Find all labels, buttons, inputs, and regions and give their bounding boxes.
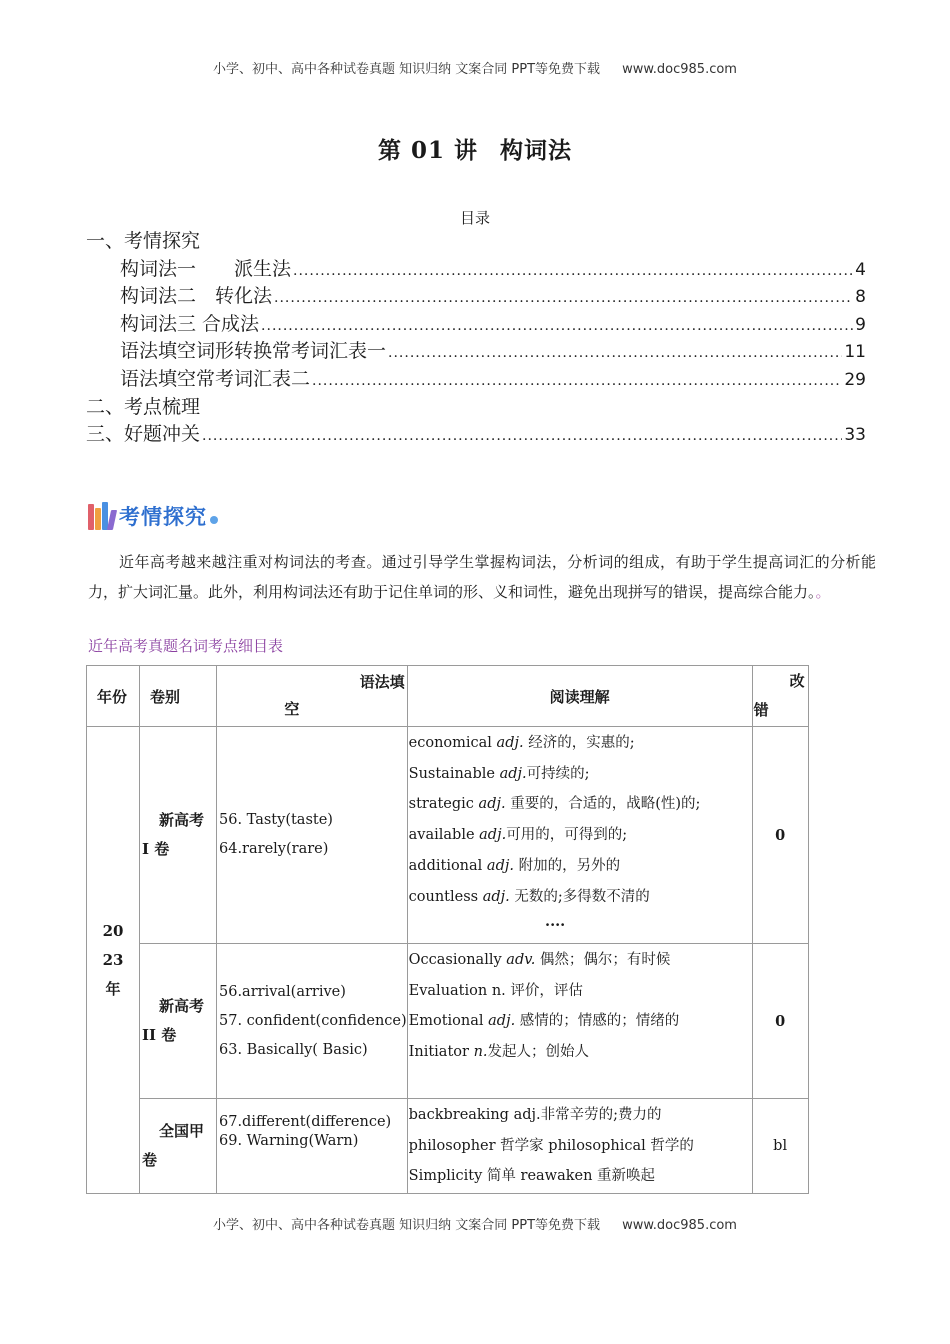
grammar-item: 56.arrival(arrive) [219,983,346,1000]
grammar-item: 63. Basically( Basic) [219,1041,368,1058]
dot-icon [210,516,218,524]
grammar-item: 64.rarely(rare) [219,841,329,857]
col-header-reading: 阅读理解 [407,666,752,727]
reading-item: additional adj. 附加的，另外的 [408,857,621,874]
toc-item[interactable] [86,419,866,447]
toc-item[interactable] [86,309,866,337]
grammar-item: 57. confident(confidence) [219,1012,407,1029]
correction-cell: bl [752,1099,808,1194]
header-url[interactable]: www.doc985.com [622,62,737,77]
intro-text: 近年高考越来越注重对构词法的考查。通过引导学生掌握构词法，分析词的组成，有助于学生提高词汇的分析能力，扩大词汇量。此外，利用构词法还有助于记住单词的形、义和词性，避免出现拼写的错误，提高综合能力。 [88,553,876,601]
footer-text: 小学、初中、高中各种试卷真题 知识归纳 文案合同 PPT等免费下载 [213,1218,601,1233]
toc-leader-dots [293,263,853,279]
footer-url[interactable]: www.doc985.com [622,1218,737,1233]
toc-item-page: 11 [844,342,866,363]
toc-item[interactable] [86,254,866,282]
toc-label: 目录 [459,209,490,227]
reading-item: countless adj. 无数的;多得数不清的 [408,888,650,905]
toc-item-page: 8 [855,287,866,308]
juan-line1: 新高考 [159,997,205,1015]
toc-item[interactable] [86,281,866,309]
table-row [87,944,809,1099]
books-icon [88,502,116,530]
reading-item: strategic adj. 重要的，合适的，战略(性)的; [408,796,701,813]
page-header [0,58,950,77]
reading-item: Simplicity 简单 reawaken 重新唤起 [408,1168,656,1185]
intro-tail: 。 [815,582,831,601]
intro-paragraph [88,548,876,607]
toc-item[interactable] [86,226,866,254]
correction-cell: 0 [752,727,808,944]
toc-item-text: 三、好题冲关 [86,423,201,446]
reading-item: Initiator n.发起人；创始人 [408,1044,590,1061]
toc-item-page: 4 [855,259,866,280]
reading-cell [407,727,752,944]
reading-more: .... [545,913,566,931]
toc-leader-dots [312,373,842,389]
title-topic: 构词法 [500,137,573,164]
toc-item-text: 构词法二 转化法 [120,285,273,308]
reading-item: available adj.可用的，可得到的; [408,827,628,844]
toc-item-text: 二、考点梳理 [86,395,201,418]
toc-item[interactable] [86,392,866,420]
toc-leader-dots [261,318,853,334]
toc-item-page: 9 [855,314,866,335]
year-cell [87,727,140,1194]
page-title [0,132,950,165]
toc-leader-dots [202,428,842,444]
juan-line2: II 卷 [142,1026,177,1044]
table-row [87,1099,809,1194]
page-footer [0,1214,950,1233]
reading-item: philosopher 哲学家 philosophical 哲学的 [408,1137,694,1154]
grammar-item: 69. Warning(Warn) [219,1133,359,1149]
reading-item: Evaluation n. 评价，评估 [408,982,583,999]
toc-leader-dots [388,345,842,361]
toc-item-text: 构词法一 派生法 [120,257,292,280]
reading-cell [407,944,752,1099]
section-banner-title: 考情探究 [119,505,207,529]
juan-line2: I 卷 [142,840,170,858]
exam-points-table [86,665,809,1194]
col-header-grammar: 语法填 空 [217,666,408,727]
reading-item: Sustainable adj.可持续的; [408,765,590,782]
toc-item-text: 一、考情探究 [86,230,201,252]
grammar-cell [217,1099,408,1194]
grammar-cell [217,944,408,1099]
grammar-item: 56. Tasty(taste) [219,812,333,828]
toc-item-text: 语法填空词形转换常考词汇表一 [120,340,387,363]
toc-item-text: 构词法三 合成法 [120,312,260,335]
grammar-item: 67.different(difference) [219,1114,392,1130]
toc-item-page: 29 [844,369,866,390]
correction-cell: 0 [752,944,808,1099]
juan-line1: 全国甲 [159,1122,205,1140]
reading-item: Emotional adj. 感情的；情感的；情绪的 [408,1013,680,1030]
toc-item-text: 语法填空常考词汇表二 [120,367,311,390]
grammar-cell [217,727,408,944]
table-of-contents [86,226,866,447]
toc-leader-dots [274,290,853,306]
reading-item: economical adj. 经济的，实惠的; [408,735,635,751]
juan-line1: 新高考 [159,811,205,829]
col-header-correction: 改 错 [752,666,808,727]
col-header-juan: 卷别 [140,666,217,727]
col-header-year: 年份 [87,666,140,727]
table-row [87,727,809,944]
table-header-row [87,666,809,727]
reading-item: Occasionally adv. 偶然；偶尔；有时候 [408,952,671,968]
toc-item-page: 33 [844,425,866,446]
reading-cell [407,1099,752,1194]
header-text: 小学、初中、高中各种试卷真题 知识归纳 文案合同 PPT等免费下载 [213,62,601,77]
toc-item[interactable] [86,364,866,392]
juan-cell [140,727,217,944]
toc-item[interactable] [86,336,866,364]
section-banner [88,498,218,534]
table-caption: 近年高考真题名词考点细目表 [88,637,284,655]
juan-line2: 卷 [142,1151,158,1169]
reading-item: backbreaking adj.非常辛劳的;费力的 [408,1107,662,1123]
juan-cell [140,1099,217,1194]
title-lecture: 第 01 讲 [377,137,479,164]
year-text: 2023年 [102,921,124,998]
juan-cell [140,944,217,1099]
